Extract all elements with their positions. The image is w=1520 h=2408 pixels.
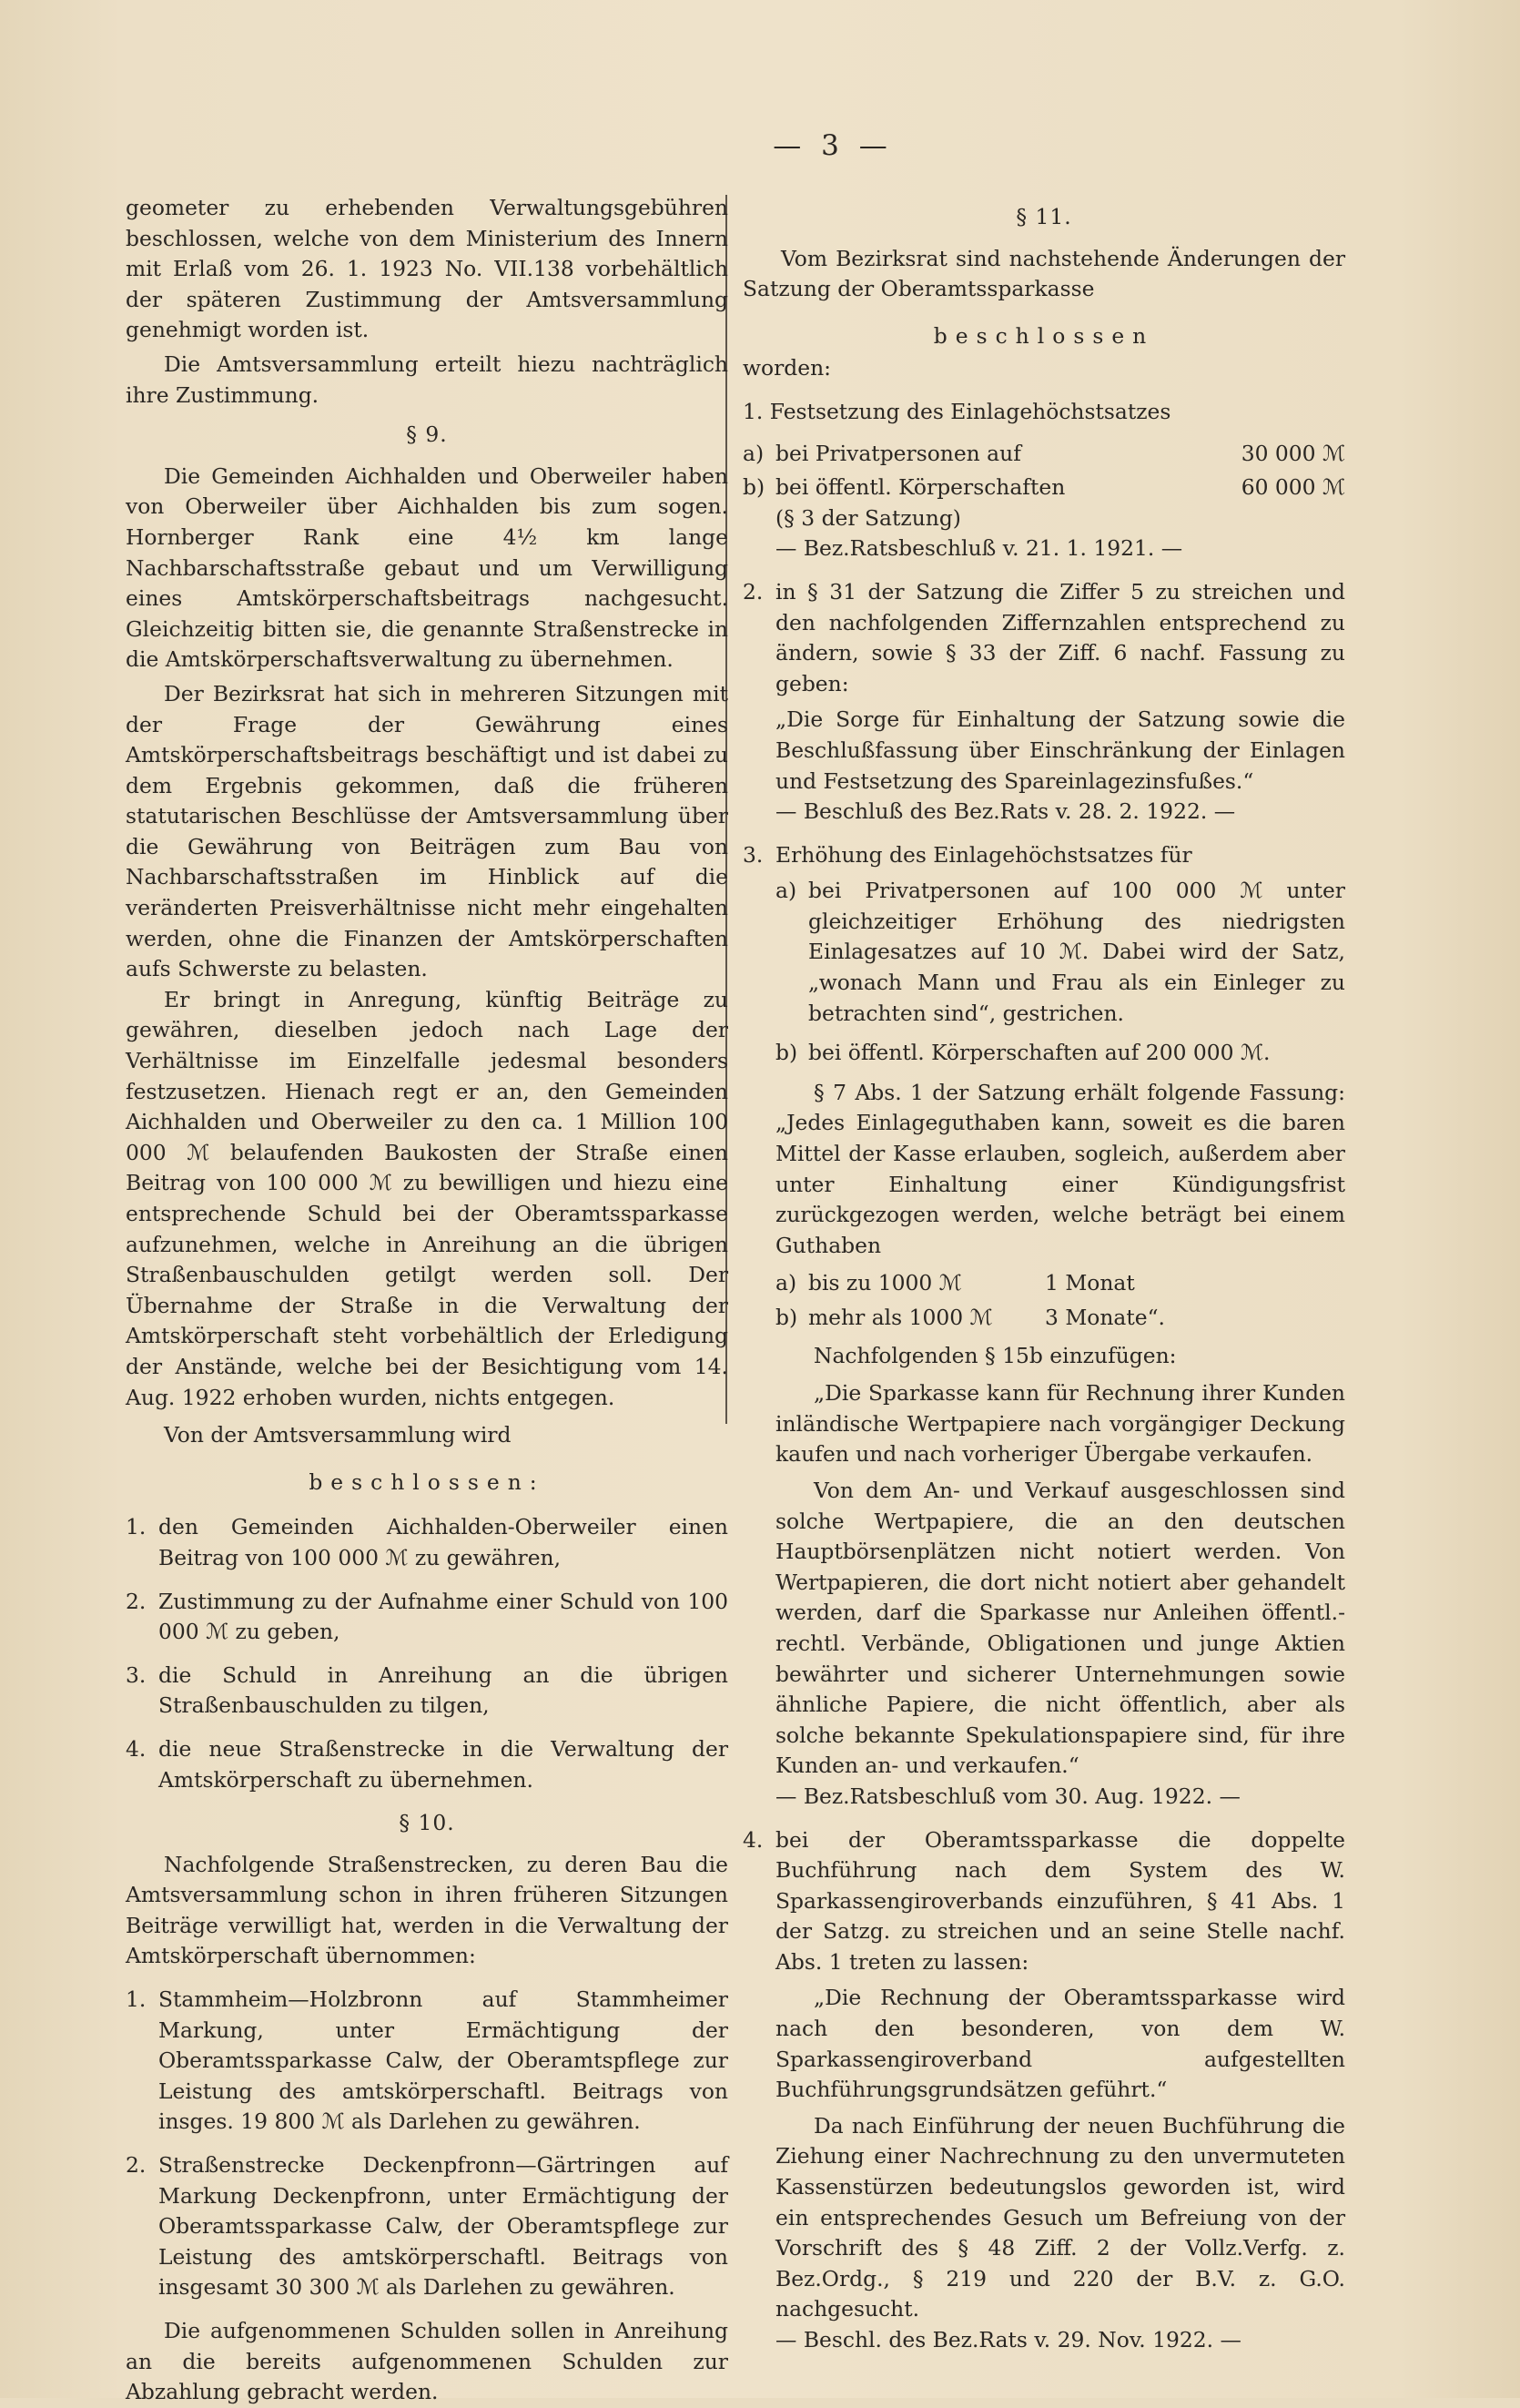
resolution-heading: beschlossen: bbox=[309, 1468, 545, 1495]
list-number: 2. bbox=[126, 2152, 147, 2179]
list-number: 3. bbox=[126, 1661, 147, 1688]
reference: — Beschl. des Bez.Rats v. 29. Nov. 1922. — bbox=[775, 2327, 1241, 2352]
amount: 60 000 ℳ bbox=[1241, 474, 1345, 501]
quote: „Die Rechnung der Oberamtssparkasse wird nach den besonderen, von dem W. Sparkassengiroverband aufgestellten Buchführungsgrundsätzen geführt.“ bbox=[775, 1985, 1345, 2103]
list-text: Zustimmung zu der Aufnahme einer Schuld von 100 000 ℳ zu geben, bbox=[158, 1588, 728, 1645]
list-item bbox=[126, 1734, 728, 1795]
list-item bbox=[126, 1587, 728, 1648]
section-heading: § 11. bbox=[1016, 204, 1072, 229]
sub-label: b) bbox=[775, 1040, 798, 1066]
list-text: in § 31 der Satzung die Ziffer 5 zu streichen und den nachfolgenden Ziffernzahlen entsprechend zu ändern, sowie § 33 der Ziff. 6 nachf. Fassung zu geben: bbox=[775, 578, 1345, 696]
sub-item bbox=[743, 1038, 1345, 1069]
list-text: Straßenstrecke Deckenpfronn—Gärtringen auf Markung Deckenpfronn, unter Ermächtigung der Oberamtssparkasse Calw, der Oberamtspflege zur Leistung des amtskörperschaftl. Beitrags von insgesamt 30 300 ℳ als Darlehen zu gewähren. bbox=[158, 2152, 728, 2301]
resolution-heading: beschlossen bbox=[933, 322, 1155, 349]
paragraph: § 7 Abs. 1 der Satzung erhält folgende Fassung: „Jedes Einlageguthaben kann, soweit es die baren Mittel der Kasse erlauben, sogleich, außerdem aber unter Einhaltung einer Kündigungsfrist zurückgezogen werden, welche beträgt bei einem Guthaben bbox=[775, 1079, 1345, 1258]
list-number: 1. bbox=[126, 1986, 147, 2013]
road-list bbox=[126, 1985, 728, 2303]
section-heading: § 10. bbox=[399, 1810, 455, 1836]
paragraph: Er bringt in Anregung, künftig Beiträge zu gewähren, dieselben jedoch nach Lage der Verhältnisse im Einzelfalle jedesmal besonders festzusetzen. Hienach regt er an, den Gemeinden Aichhalden und Oberweiler zu den ca. 1 Million 100 000 ℳ belaufenden Baukosten der Straße einen Beitrag von 100 000 ℳ zu bewilligen und hiezu eine entsprechende Schuld bei der Oberamtssparkasse aufzunehmen, welche in Anreihung an die übrigen Straßenbauschulden getilgt werden soll. Der Übernahme der Straße in die Verwaltung der Amtskörperschaft steht vorbehältlich der Erledigung der Anstände, welche bei der Besichtigung vom 14. Aug. 1922 erhoben wurden, nichts entgegen. bbox=[126, 986, 728, 1410]
sub-item bbox=[743, 439, 1345, 470]
list-number: 4. bbox=[743, 1826, 764, 1853]
sub-text: bei Privatpersonen auf bbox=[775, 440, 1021, 466]
sub-item bbox=[743, 1268, 1345, 1299]
list-number: 4. bbox=[126, 1735, 147, 1762]
quote: „Die Sparkasse kann für Rechnung ihrer Kunden inländische Wertpapiere nach vorgängiger Deckung kaufen und nach vorheriger Übergabe verkaufen. bbox=[775, 1380, 1345, 1468]
paragraph: worden: bbox=[743, 355, 832, 381]
sub-text: bei öffentl. Körperschaften auf 200 000 ℳ. bbox=[808, 1040, 1271, 1066]
note: (§ 3 der Satzung) bbox=[775, 504, 961, 531]
list-number: 2. bbox=[743, 578, 764, 605]
sub-item bbox=[743, 472, 1345, 503]
sub-item bbox=[743, 1303, 1345, 1334]
resolution-list bbox=[126, 1512, 728, 1795]
list-item bbox=[126, 1661, 728, 1722]
sub-text: bei öffentl. Körperschaften bbox=[775, 474, 1066, 501]
reference: — Bez.Ratsbeschluß v. 21. 1. 1921. — bbox=[775, 535, 1183, 562]
list-item bbox=[743, 1825, 1345, 1978]
sub-label: b) bbox=[775, 1305, 798, 1330]
period: 1 Monat bbox=[1045, 1270, 1135, 1296]
right-column bbox=[743, 193, 1345, 2356]
page-number: — 3 — bbox=[773, 129, 893, 162]
paragraph: Nachfolgenden § 15b einzufügen: bbox=[814, 1342, 1177, 1368]
list-text: Erhöhung des Einlagehöchstsatzes für bbox=[775, 841, 1192, 868]
list-item bbox=[126, 1985, 728, 2138]
sub-label: a) bbox=[743, 440, 765, 466]
sub-label: b) bbox=[743, 474, 765, 501]
paragraph: Vom Bezirksrat sind nachstehende Änderungen der Satzung der Oberamtssparkasse bbox=[743, 245, 1345, 302]
paragraph: Die aufgenommenen Schulden sollen in Anreihung an die bereits aufgenommenen Schulden zur Abzahlung gebracht werden. bbox=[126, 2318, 728, 2405]
list-item bbox=[126, 2150, 728, 2303]
paragraph: Da nach Einführung der neuen Buchführung die Ziehung einer Nachrechnung zu den unvermuteten Kassenstürzen bedeutungslos geworden ist, wird ein entsprechendes Gesuch um Befreiung von der Vorschrift des § 48 Ziff. 2 der Vollz.Verfg. z. Bez.Ordg., § 219 und 220 der B.V. z. G.O. nachgesucht. bbox=[775, 2112, 1345, 2322]
paragraph: Nachfolgende Straßenstrecken, zu deren Bau die Amtsversammlung schon in ihren früheren Sitzungen Beiträge verwilligt hat, werden in die Verwaltung der Amtskörperschaft übernommen: bbox=[126, 1851, 728, 1969]
reference: — Bez.Ratsbeschluß vom 30. Aug. 1922. — bbox=[775, 1783, 1241, 1809]
paragraph: Der Bezirksrat hat sich in mehreren Sitzungen mit der Frage der Gewährung eines Amtskörperschaftsbeitrags beschäftigt und ist dabei zu dem Ergebnis gekommen, daß die früheren statutarischen Beschlüsse der Amtsversammlung über die Gewährung von Beiträgen zum Bau von Nachbarschaftsstraßen im Hinblick auf die veränderten Preisverhältnisse nicht mehr eingehalten werden, ohne die Finanzen der Amtskörperschaften aufs Schwerste zu belasten. bbox=[126, 680, 728, 982]
paragraph: geometer zu erhebenden Verwaltungsgebühren beschlossen, welche von dem Ministerium des Innern mit Erlaß vom 26. 1. 1923 No. VII.138 vorbehältlich der späteren Zustimmung der Amtsversammlung genehmigt worden ist. bbox=[126, 195, 728, 343]
paragraph: Die Gemeinden Aichhalden und Oberweiler haben von Oberweiler über Aichhalden bis zum sogen. Hornberger Rank eine 4½ km lange Nachbarschaftsstraße gebaut und um Verwilligung eines Amtskörperschaftsbeitrags nachgesucht. Gleichzeitig bitten sie, die genannte Straßenstrecke in die Amtskörperschaftsverwaltung zu übernehmen. bbox=[126, 462, 728, 673]
list-text: Stammheim—Holzbronn auf Stammheimer Markung, unter Ermächtigung der Oberamtssparkasse Calw, der Oberamtspflege zur Leistung des amtskörperschaftl. Beitrags von insges. 19 800 ℳ als Darlehen zu gewähren. bbox=[158, 1986, 728, 2135]
left-column bbox=[126, 193, 728, 2408]
sub-label: a) bbox=[775, 1270, 797, 1296]
item-title: 1. Festsetzung des Einlagehöchstsatzes bbox=[743, 398, 1171, 424]
list-item bbox=[126, 1512, 728, 1573]
section-heading: § 9. bbox=[406, 422, 448, 448]
list-item bbox=[743, 840, 1345, 871]
sub-text: mehr als 1000 ℳ bbox=[808, 1305, 993, 1330]
list-text: bei der Oberamtssparkasse die doppelte Buchführung nach dem System des W. Sparkassengiroverbands einzuführen, § 41 Abs. 1 der Satzg. zu streichen und an seine Stelle nachf. Abs. 1 treten zu lassen: bbox=[775, 1826, 1345, 1975]
list-number: 1. bbox=[126, 1514, 147, 1540]
sub-text: bis zu 1000 ℳ bbox=[808, 1270, 962, 1296]
paragraph: Die Amtsversammlung erteilt hiezu nachträglich ihre Zustimmung. bbox=[126, 351, 728, 408]
list-number: 2. bbox=[126, 1588, 147, 1614]
sub-text: bei Privatpersonen auf 100 000 ℳ unter gleichzeitiger Erhöhung des niedrigsten Einlagesatzes auf 10 ℳ. Dabei wird der Satz, „wonach Mann und Frau als ein Einleger zu betrachten sind“, gestrichen. bbox=[808, 878, 1345, 1026]
sub-label: a) bbox=[775, 878, 797, 904]
sub-item bbox=[743, 876, 1345, 1029]
amount: 30 000 ℳ bbox=[1241, 440, 1345, 466]
list-number: 3. bbox=[743, 841, 764, 868]
quote: Von dem An- und Verkauf ausgeschlossen sind solche Wertpapiere, die an den deutschen Hauptbörsenplätzen nicht notiert werden. Von Wertpapieren, die dort nicht notiert aber gehandelt werden, darf die Sparkasse nur Anleihen öffentl.-rechtl. Verbände, Obligationen und junge Aktien bewährter und sicherer Unternehmungen sowie ähnliche Papiere, die nicht öffentlich, aber als solche bekannte Spekulationspapiere sind, für ihre Kunden an- und verkaufen.“ bbox=[775, 1477, 1345, 1779]
list-text: den Gemeinden Aichhalden-Oberweiler einen Beitrag von 100 000 ℳ zu gewähren, bbox=[158, 1514, 728, 1570]
list-text: die Schuld in Anreihung an die übrigen Straßenbauschulden zu tilgen, bbox=[158, 1661, 728, 1719]
list-text: die neue Straßenstrecke in die Verwaltung der Amtskörperschaft zu übernehmen. bbox=[158, 1735, 728, 1793]
reference: — Beschluß des Bez.Rats v. 28. 2. 1922. — bbox=[775, 798, 1236, 825]
quote: „Die Sorge für Einhaltung der Satzung sowie die Beschlußfassung über Einschränkung der Einlagen und Festsetzung des Spareinlagezinsfußes.“ bbox=[775, 706, 1345, 794]
period: 3 Monate“. bbox=[1045, 1305, 1165, 1330]
paragraph: Von der Amtsversammlung wird bbox=[164, 1422, 512, 1448]
list-item bbox=[743, 577, 1345, 699]
